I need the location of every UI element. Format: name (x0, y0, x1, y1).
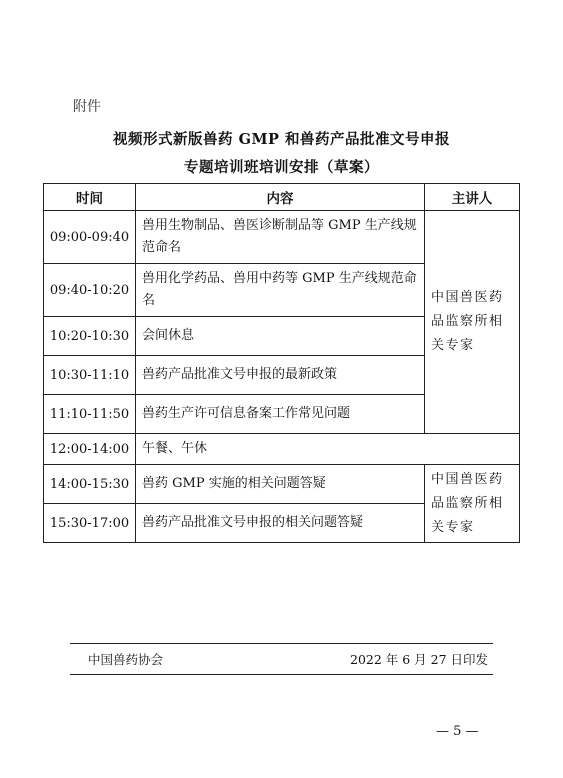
schedule-table (43, 183, 520, 543)
time-cell: 11:10-11:50 (44, 395, 136, 434)
content-cell: 兽药产品批准文号申报的相关问题答疑 (136, 504, 425, 543)
content-cell: 兽用化学药品、兽用中药等 GMP 生产线规范命名 (136, 264, 425, 317)
content-cell: 兽药 GMP 实施的相关问题答疑 (136, 465, 425, 504)
footer-top-rule (70, 643, 493, 644)
time-cell: 12:00-14:00 (44, 434, 136, 465)
time-cell: 10:30-11:10 (44, 356, 136, 395)
content-cell: 兽药生产许可信息备案工作常见问题 (136, 395, 425, 434)
attachment-label: 附件 (73, 99, 101, 115)
content-cell: 会间休息 (136, 317, 425, 356)
table-row (44, 434, 520, 465)
time-cell: 09:00-09:40 (44, 211, 136, 264)
time-cell: 14:00-15:30 (44, 465, 136, 504)
content-cell: 兽药产品批准文号申报的最新政策 (136, 356, 425, 395)
speaker-cell-morning: 中国兽医药品监察所相关专家 (425, 211, 520, 434)
time-cell: 09:40-10:20 (44, 264, 136, 317)
footer-date: 2022 年 6 月 27 日印发 (350, 652, 489, 667)
header-time: 时间 (44, 184, 136, 211)
footer-issuer: 中国兽药协会 (88, 652, 164, 667)
document-title-line2: 专题培训班培训安排（草案） (184, 159, 379, 176)
table-header-row (44, 184, 520, 211)
header-content: 内容 (136, 184, 425, 211)
footer-bottom-rule (70, 674, 493, 675)
table-row (44, 465, 520, 504)
content-cell: 午餐、午休 (136, 434, 520, 465)
time-cell: 10:20-10:30 (44, 317, 136, 356)
time-cell: 15:30-17:00 (44, 504, 136, 543)
table-row (44, 211, 520, 264)
document-title-line1: 视频形式新版兽药 GMP 和兽药产品批准文号申报 (113, 131, 450, 148)
header-speaker: 主讲人 (425, 184, 520, 211)
speaker-cell-afternoon: 中国兽医药品监察所相关专家 (425, 465, 520, 543)
content-cell: 兽用生物制品、兽医诊断制品等 GMP 生产线规范命名 (136, 211, 425, 264)
page-number: — 5 — (436, 724, 479, 739)
